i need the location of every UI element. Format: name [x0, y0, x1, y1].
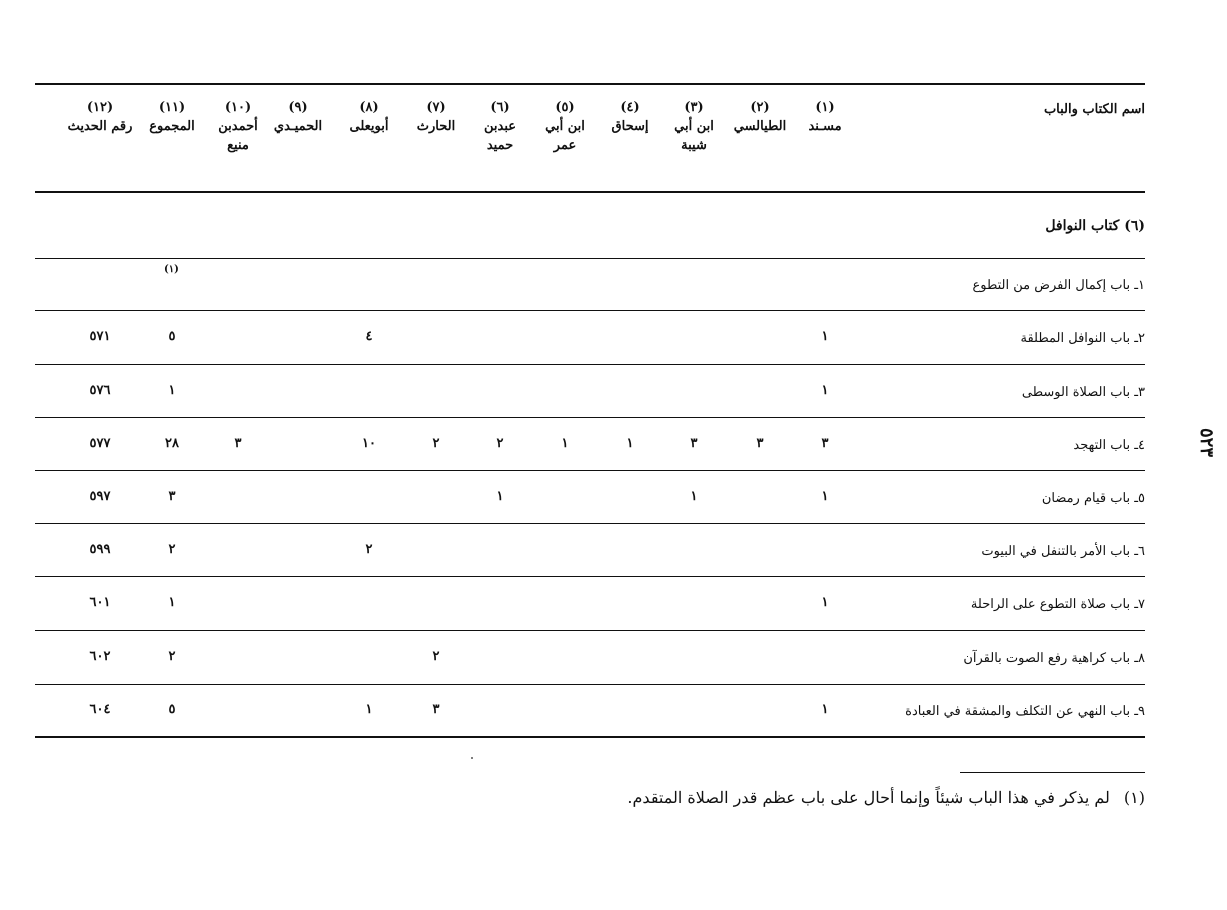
row-rule — [35, 417, 1145, 418]
column-label-line2: حميد — [486, 138, 514, 153]
column-header-1 — [787, 98, 863, 136]
row-label: ٢ـ باب النوافل المطلقة — [1020, 331, 1145, 346]
header-title: اسم الكتاب والباب — [1043, 102, 1145, 117]
table-cell: ١ — [168, 383, 176, 398]
footnote-rule — [960, 772, 1145, 773]
row-rule — [35, 470, 1145, 471]
table-cell: ٢ — [365, 542, 373, 557]
table-bottom-rule — [35, 736, 1145, 738]
column-number: (١١) — [158, 100, 186, 115]
table-cell: ٥٧١ — [89, 329, 111, 344]
column-label: أبويعلى — [349, 119, 389, 134]
table-cell: ١ — [168, 595, 176, 610]
table-cell: ٣ — [234, 436, 242, 451]
table-cell: ٢ — [432, 649, 440, 664]
row-label: ٦ـ باب الأمر بالتنفل في البيوت — [981, 544, 1145, 559]
column-header-10 — [200, 98, 276, 155]
row-label: ٨ـ باب كراهية رفع الصوت بالقرآن — [963, 651, 1145, 666]
row-label: ٣ـ باب الصلاة الوسطى — [1021, 385, 1145, 400]
table-cell: ٥ — [168, 702, 176, 717]
row-label: ٥ـ باب قيام رمضان — [1041, 491, 1145, 506]
footnote-text: لم يذكر في هذا الباب شيئاً وإنما أحال على باب عظم قدر الصلاة المتقدم. — [627, 788, 1110, 807]
table-cell: ١ — [690, 489, 698, 504]
column-label: عبدبن — [483, 119, 517, 134]
table-cell: ٥٩٩ — [89, 542, 111, 557]
column-number: (١٢) — [86, 100, 114, 115]
table-cell: ٣ — [756, 436, 764, 451]
table-cell: ٤ — [365, 329, 373, 344]
column-label: مسـند — [808, 119, 842, 134]
column-label: أحمدبن — [218, 119, 258, 134]
footnote-reference: (١) — [164, 264, 179, 275]
section-title: (٦) كتاب النوافل — [1045, 218, 1145, 234]
table-cell: ١ — [821, 702, 829, 717]
table-cell: ١ — [821, 329, 829, 344]
column-label-line2: منيع — [227, 138, 249, 153]
table-cell: ١٠ — [362, 436, 376, 451]
row-rule — [35, 310, 1145, 311]
table-cell: ٦٠١ — [89, 595, 111, 610]
row-rule — [35, 364, 1145, 365]
column-number: (١) — [815, 100, 835, 115]
column-label: الحارث — [416, 119, 456, 134]
table-cell: ٥٩٧ — [89, 489, 111, 504]
table-cell: ٢ — [496, 436, 504, 451]
row-label: ٩ـ باب النهي عن التكلف والمشقة في العبادة — [905, 704, 1145, 719]
table-cell: ٣ — [432, 702, 440, 717]
column-label: الطيالسي — [733, 119, 787, 134]
table-cell: ٢٨ — [165, 436, 179, 451]
column-header-8 — [331, 98, 407, 136]
table-cell: ١ — [626, 436, 634, 451]
column-number: (٧) — [426, 100, 446, 115]
column-header-7 — [398, 98, 474, 136]
table-cell: ٥ — [168, 329, 176, 344]
row-rule — [35, 684, 1145, 685]
column-number: (٥) — [555, 100, 575, 115]
column-label: ابن أبي — [674, 119, 714, 134]
table-cell: ٥٧٧ — [89, 436, 111, 451]
stray-dot — [471, 757, 473, 759]
table-cell: ٦٠٤ — [89, 702, 111, 717]
column-number: (٩) — [288, 100, 308, 115]
column-label: رقم الحديث — [67, 119, 133, 134]
row-rule — [35, 523, 1145, 524]
table-cell: ٢ — [432, 436, 440, 451]
table-top-rule — [35, 83, 1145, 85]
table-cell: ١ — [365, 702, 373, 717]
column-number: (٢) — [750, 100, 770, 115]
column-header-11 — [134, 98, 210, 136]
table-cell: ٣ — [821, 436, 829, 451]
table-cell: ٣ — [168, 489, 176, 504]
row-label: ٧ـ باب صلاة التطوع على الراحلة — [970, 597, 1145, 612]
footnote-mark: (١) — [1123, 788, 1145, 807]
column-label: المجموع — [149, 119, 195, 134]
row-rule — [35, 630, 1145, 631]
table-cell: ١ — [821, 383, 829, 398]
header-bottom-rule — [35, 191, 1145, 193]
table-cell: ١ — [496, 489, 504, 504]
page-number: ٥٢٣ — [1196, 428, 1217, 458]
column-number: (٦) — [490, 100, 510, 115]
footnote — [627, 788, 1145, 807]
column-number: (٣) — [684, 100, 704, 115]
row-label: ١ـ باب إكمال الفرض من التطوع — [972, 278, 1145, 293]
table-cell: ١ — [561, 436, 569, 451]
column-header-2 — [722, 98, 798, 136]
table-cell: ٥٧٦ — [89, 383, 111, 398]
column-header-5 — [527, 98, 603, 155]
table-cell: ١ — [821, 595, 829, 610]
table-cell: ٢ — [168, 542, 176, 557]
column-header-12 — [62, 98, 138, 136]
column-number: (٤) — [620, 100, 640, 115]
column-number: (٨) — [359, 100, 379, 115]
column-label-line2: شيبة — [681, 138, 707, 153]
table-cell: ٣ — [690, 436, 698, 451]
table-cell: ٢ — [168, 649, 176, 664]
row-rule — [35, 576, 1145, 577]
column-label-line2: عمر — [553, 138, 577, 153]
column-label: الحميـدي — [273, 119, 323, 134]
column-number: (١٠) — [224, 100, 252, 115]
column-header-4 — [592, 98, 668, 136]
row-rule — [35, 258, 1145, 259]
table-cell: ١ — [821, 489, 829, 504]
table-cell: ٦٠٢ — [89, 649, 111, 664]
column-label: ابن أبي — [545, 119, 585, 134]
row-label: ٤ـ باب التهجد — [1073, 438, 1145, 453]
column-label: إسحاق — [611, 119, 649, 134]
